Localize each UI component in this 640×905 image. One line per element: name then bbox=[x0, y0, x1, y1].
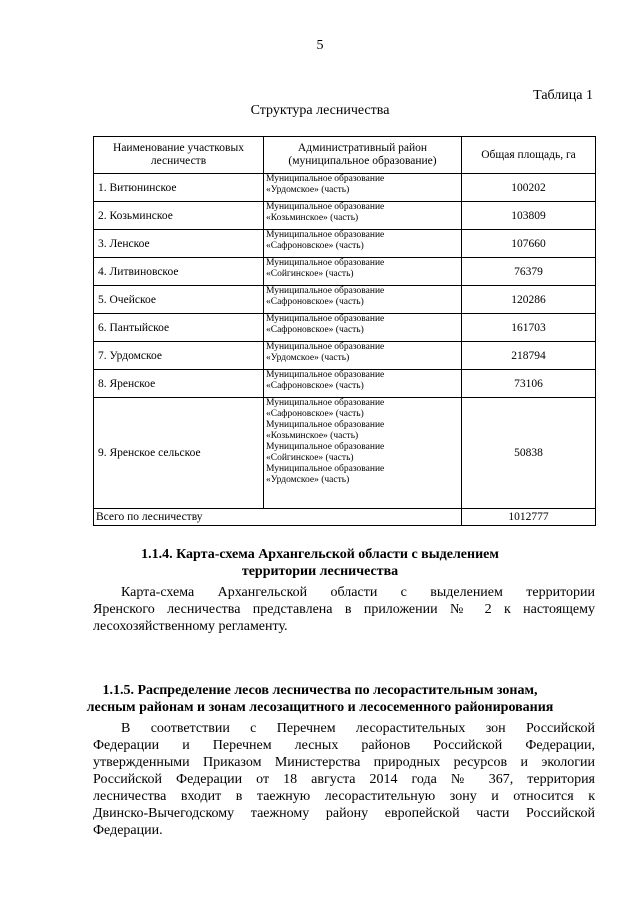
paragraph-line: Федерации и Перечнем лесных районов Российской Федерации, bbox=[93, 738, 595, 753]
area-cell: 161703 bbox=[462, 314, 596, 342]
forestry-name-cell: 8. Яренское bbox=[94, 370, 264, 398]
municipality-cell bbox=[264, 174, 462, 202]
table-row bbox=[94, 230, 596, 258]
municipality-line: «Урдомское» (часть) bbox=[266, 475, 350, 485]
table-row bbox=[94, 258, 596, 286]
paragraph-line: утвержденными Приказом Министерства природных ресурсов и экологии bbox=[93, 755, 595, 770]
table-row bbox=[94, 370, 596, 398]
municipality-cell bbox=[264, 398, 462, 509]
municipality-line: Муниципальное образование bbox=[266, 286, 385, 296]
forestry-name-cell: 4. Литвиновское bbox=[94, 258, 264, 286]
municipality-line: «Урдомское» (часть) bbox=[266, 185, 350, 195]
heading-line: лесным районам и зонам лесозащитного и лесосеменного районирования bbox=[86, 700, 554, 715]
forestry-name-cell: 5. Очейское bbox=[94, 286, 264, 314]
section-1-1-4-paragraph bbox=[93, 584, 595, 635]
table-label: Таблица 1 bbox=[533, 88, 593, 103]
table-row bbox=[94, 342, 596, 370]
area-cell: 107660 bbox=[462, 230, 596, 258]
municipality-line: Муниципальное образование bbox=[266, 370, 385, 380]
paragraph-line: Яренского лесничества представлена в приложении № 2 к настоящему bbox=[93, 602, 595, 617]
table-row bbox=[94, 314, 596, 342]
table-title: Структура лесничества bbox=[250, 103, 390, 118]
paragraph-line: В соответствии с Перечнем лесорастительных зон Российской bbox=[121, 721, 595, 736]
section-1-1-5-heading bbox=[0, 682, 640, 716]
paragraph-line: Федерации. bbox=[93, 823, 163, 838]
table-row bbox=[94, 174, 596, 202]
municipality-line: «Козьминское» (часть) bbox=[266, 213, 359, 223]
paragraph-line: Российской Федерации от 18 августа 2014 года № 367, территория bbox=[93, 772, 595, 787]
paragraph-line: лесохозяйственному регламенту. bbox=[93, 619, 288, 634]
heading-line: 1.1.4. Карта-схема Архангельской области с выделением bbox=[141, 547, 499, 562]
heading-line: территории лесничества bbox=[241, 564, 399, 579]
section-1-1-4-heading bbox=[0, 546, 640, 580]
municipality-line: Муниципальное образование bbox=[266, 464, 385, 474]
municipality-line: Муниципальное образование bbox=[266, 342, 385, 352]
header-area: Общая площадь, га bbox=[462, 137, 596, 174]
municipality-line: «Сафроновское» (часть) bbox=[266, 297, 364, 307]
forestry-name-cell: 2. Козьминское bbox=[94, 202, 264, 230]
municipality-cell bbox=[264, 230, 462, 258]
header-forestry-name: Наименование участковых лесничеств bbox=[94, 137, 264, 174]
total-row bbox=[94, 509, 596, 526]
area-cell: 120286 bbox=[462, 286, 596, 314]
table-row bbox=[94, 202, 596, 230]
municipality-cell bbox=[264, 258, 462, 286]
area-cell: 103809 bbox=[462, 202, 596, 230]
total-label: Всего по лесничеству bbox=[94, 509, 462, 526]
municipality-line: Муниципальное образование bbox=[266, 174, 385, 184]
municipality-line: «Сафроновское» (часть) bbox=[266, 381, 364, 391]
forestry-structure-table bbox=[93, 136, 596, 526]
section-1-1-5-paragraph bbox=[93, 720, 595, 839]
municipality-line: «Сафроновское» (часть) bbox=[266, 325, 364, 335]
municipality-cell bbox=[264, 314, 462, 342]
municipality-line: Муниципальное образование bbox=[266, 258, 385, 268]
municipality-line: «Сойгинское» (часть) bbox=[266, 453, 354, 463]
paragraph-line: лесничества входит в таежную лесорастительную зону и относится к bbox=[93, 789, 595, 804]
header-district: Административный район (муниципальное образование) bbox=[264, 137, 462, 174]
forestry-name-cell: 9. Яренское сельское bbox=[94, 398, 264, 509]
municipality-line: Муниципальное образование bbox=[266, 420, 385, 430]
paragraph-line: Двинско-Вычегодскому таежному району европейской части Российской bbox=[93, 806, 595, 821]
municipality-line: Муниципальное образование bbox=[266, 230, 385, 240]
municipality-line: «Сафроновское» (часть) bbox=[266, 241, 364, 251]
municipality-line: «Сойгинское» (часть) bbox=[266, 269, 354, 279]
page-number: 5 bbox=[316, 38, 324, 53]
municipality-line: Муниципальное образование bbox=[266, 442, 385, 452]
heading-line: 1.1.5. Распределение лесов лесничества по лесорастительным зонам, bbox=[102, 683, 538, 698]
area-cell: 50838 bbox=[462, 398, 596, 509]
forestry-name-cell: 3. Ленское bbox=[94, 230, 264, 258]
municipality-line: Муниципальное образование bbox=[266, 398, 385, 408]
table-row bbox=[94, 398, 596, 509]
municipality-cell bbox=[264, 370, 462, 398]
table-row bbox=[94, 286, 596, 314]
total-area: 1012777 bbox=[462, 509, 596, 526]
municipality-line: «Урдомское» (часть) bbox=[266, 353, 350, 363]
municipality-cell bbox=[264, 342, 462, 370]
area-cell: 76379 bbox=[462, 258, 596, 286]
municipality-line: Муниципальное образование bbox=[266, 202, 385, 212]
area-cell: 73106 bbox=[462, 370, 596, 398]
area-cell: 100202 bbox=[462, 174, 596, 202]
municipality-line: Муниципальное образование bbox=[266, 314, 385, 324]
municipality-line: «Сафроновское» (часть) bbox=[266, 409, 364, 419]
municipality-cell bbox=[264, 286, 462, 314]
paragraph-line: Карта-схема Архангельской области с выделением территории bbox=[121, 585, 595, 600]
forestry-name-cell: 6. Пантыйское bbox=[94, 314, 264, 342]
municipality-cell bbox=[264, 202, 462, 230]
forestry-name-cell: 1. Витюнинское bbox=[94, 174, 264, 202]
forestry-name-cell: 7. Урдомское bbox=[94, 342, 264, 370]
municipality-line: «Козьминское» (часть) bbox=[266, 431, 359, 441]
area-cell: 218794 bbox=[462, 342, 596, 370]
